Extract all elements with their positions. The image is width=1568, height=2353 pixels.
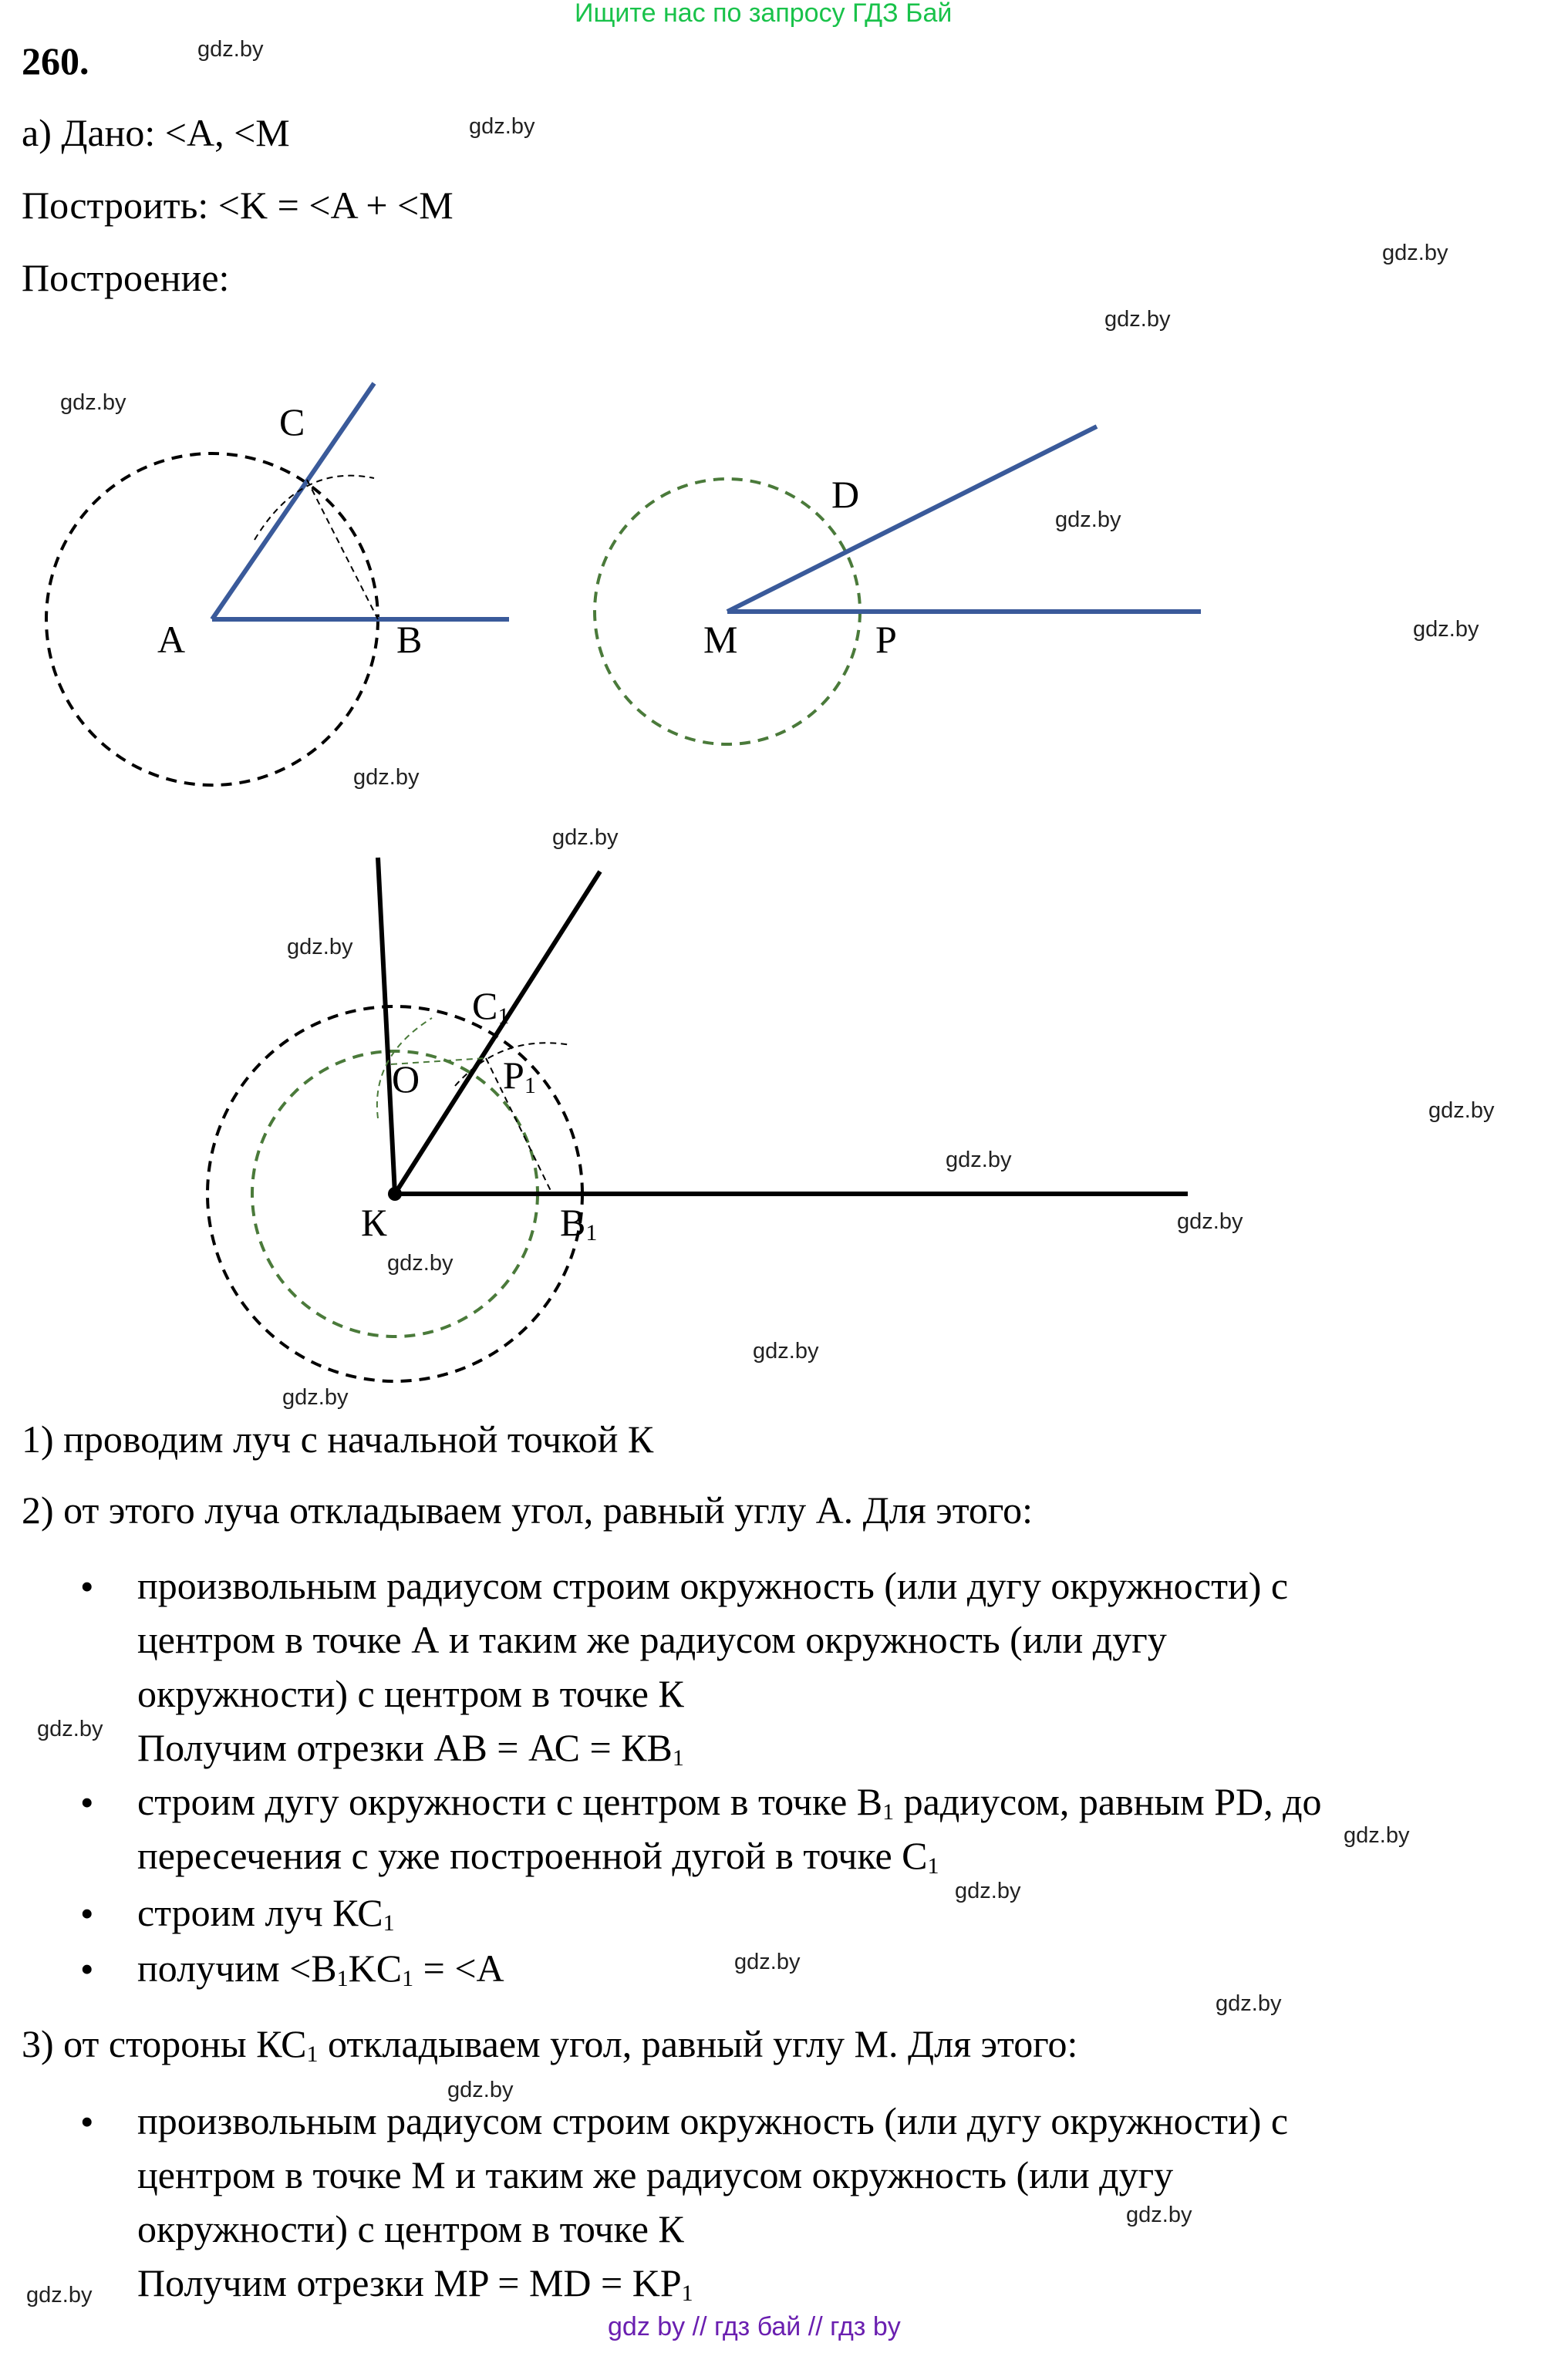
label-p1: $P_1$ — [503, 1053, 536, 1098]
label-m: M — [703, 618, 738, 661]
watermark: gdz.by — [60, 390, 126, 415]
step-2-bullet-2-line-1: строим дугу окружности с центром в точке $В_1$ радиусом, равным PD, до — [137, 1780, 1322, 1825]
construction-heading: Построение: — [22, 256, 230, 299]
bullet: • — [80, 1565, 94, 1608]
watermark: gdz.by — [1428, 1098, 1495, 1123]
bullet: • — [80, 1892, 94, 1935]
label-c1: $C_1$ — [472, 984, 510, 1029]
watermark: gdz.by — [447, 2078, 514, 2102]
watermark: gdz.by — [1382, 241, 1448, 265]
ray-md — [727, 426, 1097, 612]
watermark: gdz.by — [1104, 307, 1171, 332]
step-1: 1) проводим луч с начальной точкой К — [22, 1418, 654, 1461]
step-3-bullet-1-line-2: центром в точке М и таким же радиусом окружность (или дугу — [137, 2153, 1174, 2196]
bullet: • — [80, 2100, 94, 2143]
watermark: gdz.by — [26, 2283, 93, 2307]
top-banner[interactable]: Ищите нас по запросу ГДЗ Бай — [575, 0, 953, 28]
label-b: B — [396, 618, 423, 661]
problem-number: 260. — [22, 39, 89, 83]
watermark: gdz.by — [1177, 1209, 1243, 1234]
chord-bc — [307, 480, 378, 619]
bullet: • — [80, 1947, 94, 1991]
watermark: gdz.by — [1216, 1991, 1282, 2016]
label-c: C — [279, 400, 305, 443]
step-2-bullet-2-line-2: пересечения с уже построенной дугой в точке $С_1$ — [137, 1834, 939, 1879]
step-2-bullet-1-line-4: Получим отрезки АВ = АС = $КВ_1$ — [137, 1726, 684, 1771]
label-p: P — [875, 618, 897, 661]
ray-ko — [378, 858, 395, 1194]
watermark: gdz.by — [1055, 507, 1121, 532]
step-2-bullet-1-line-2: центром в точке А и таким же радиусом окружность (или дугу — [137, 1618, 1167, 1661]
step-2-bullet-1-line-3: окружности) с центром в точке К — [137, 1672, 684, 1715]
step-2-bullet-1-line-1: произвольным радиусом строим окружность (или дугу окружности) с — [137, 1564, 1289, 1607]
step-2-bullet-4: получим $<B_1KC_1 = <A$ — [137, 1947, 504, 1991]
label-d: D — [831, 473, 860, 516]
watermark: gdz.by — [753, 1339, 819, 1364]
label-k: К — [361, 1201, 387, 1244]
footer-links[interactable]: gdz by // гдз бай // гдз by — [608, 2312, 901, 2341]
step-3: 3) от стороны $КС_1$ откладываем угол, равный углу М. Для этого: — [22, 2022, 1078, 2067]
label-a: A — [157, 618, 186, 661]
step-2: 2) от этого луча откладываем угол, равный углу А. Для этого: — [22, 1488, 1034, 1532]
point-k — [388, 1187, 402, 1201]
step-3-bullet-1-line-3: окружности) с центром в точке К — [137, 2207, 684, 2250]
step-3-bullet-1-line-4: Получим отрезки MP = MD = $KP_1$ — [137, 2261, 693, 2306]
watermark: gdz.by — [282, 1385, 349, 1410]
watermark: gdz.by — [469, 114, 535, 139]
given-line: а) Дано: <A, <M — [22, 111, 290, 154]
watermark: gdz.by — [1126, 2203, 1192, 2227]
step-3-bullet-1-line-1: произвольным радиусом строим окружность (или дугу окружности) с — [137, 2099, 1289, 2142]
watermark: gdz.by — [734, 1950, 801, 1974]
ray-kc1 — [395, 871, 600, 1194]
label-o: O — [392, 1057, 420, 1101]
watermark: gdz.by — [552, 825, 619, 850]
watermark: gdz.by — [1344, 1823, 1410, 1848]
construct-line: Построить: <K = <A + <M — [22, 184, 454, 227]
watermark: gdz.by — [946, 1148, 1012, 1172]
watermark: gdz.by — [955, 1879, 1021, 1903]
watermark: gdz.by — [1413, 617, 1479, 642]
watermark: gdz.by — [197, 37, 264, 62]
watermark: gdz.by — [37, 1717, 103, 1741]
watermark: gdz.by — [387, 1251, 454, 1276]
bullet: • — [80, 1781, 94, 1824]
watermark: gdz.by — [353, 765, 420, 790]
label-b1: $B_1$ — [560, 1201, 598, 1246]
step-2-bullet-3: строим луч $КС_1$ — [137, 1891, 395, 1936]
watermark: gdz.by — [287, 935, 353, 959]
